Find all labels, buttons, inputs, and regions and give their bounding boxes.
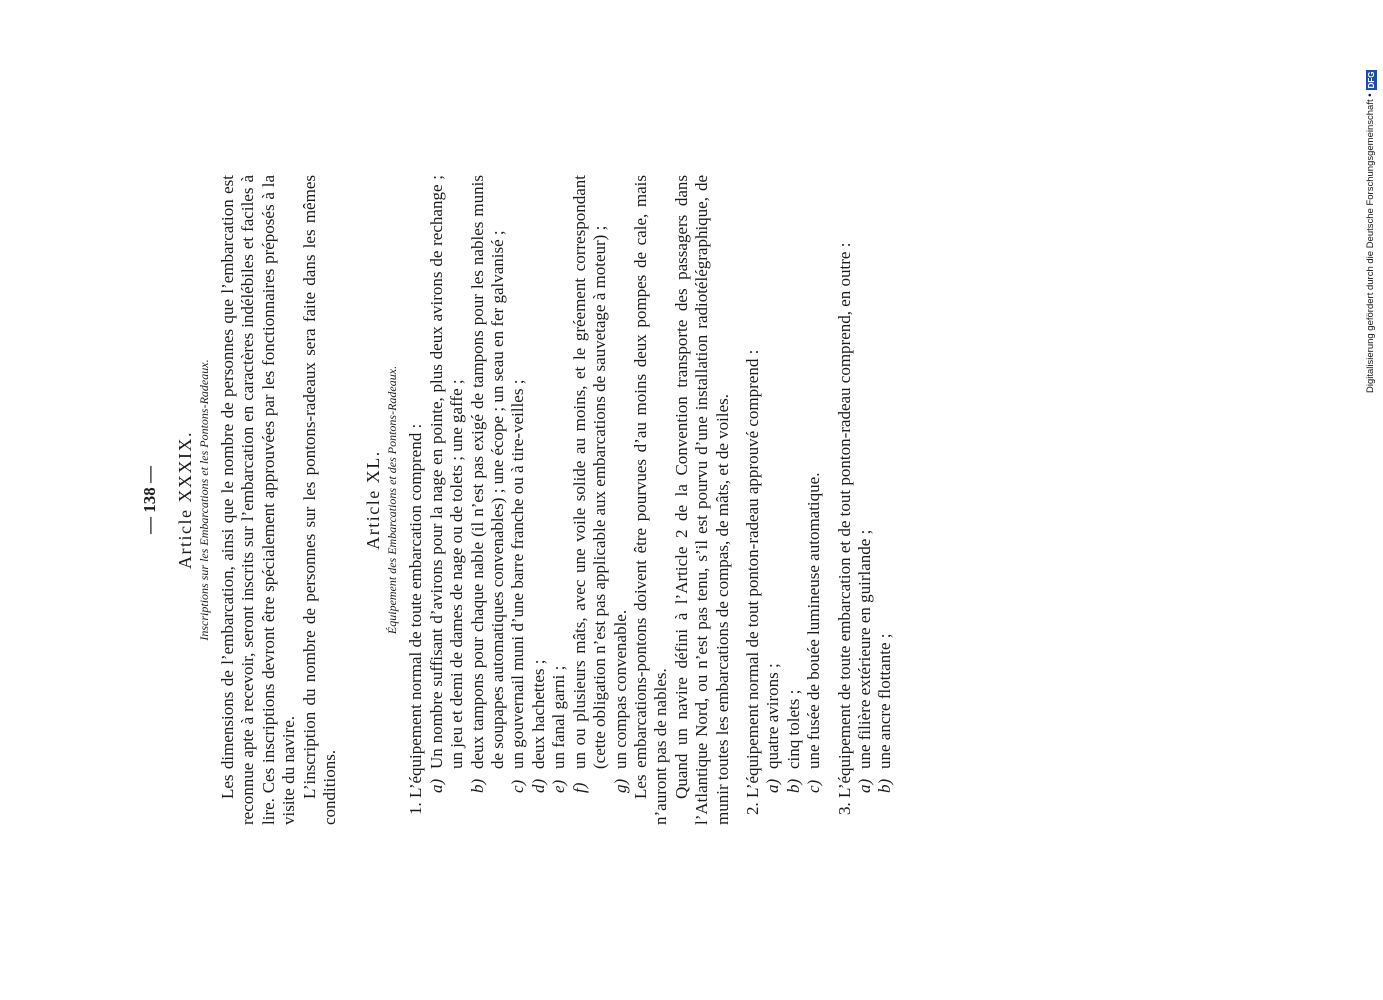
digitization-credit (1364, 8, 1378, 393)
article-39-subtitle: Inscriptions sur les Embarcations et les Pontons-Radeaux. (197, 359, 211, 641)
list-item: a) Un nombre suffisant d’avirons pour la nage en pointe, plus deux avirons de rechange ; un jeu et demi de dames de nage ou de tolets ; une gaffe ; (426, 175, 467, 793)
rotated-text-block (140, 175, 1040, 825)
list-item: b) deux tampons pour chaque nable (il n’est pas exigé de tampons pour les nables munis de soupapes automatiques convenables) ; une écope ; un seau en fer galvanisé ; (467, 175, 508, 793)
article-39-paragraph-2: L’inscription du nombre de personnes sur les pontons-radeaux sera faite dans les mêmes conditions. (299, 175, 340, 825)
list-item: e) un fanal garni ; (549, 665, 569, 793)
dfg-logo: DFG (1366, 71, 1376, 89)
article-40-title: Article XL. (363, 450, 384, 550)
list-item: g) un compas convenable. (610, 609, 630, 793)
article-40-subtitle: Équipement des Embarcations et des Pontons-Radeaux. (385, 365, 400, 635)
pontons-paragraph: Les embarcations-pontons doivent être pourvues d’au moins deux pompes de cale, mais n’auront pas de nables. (630, 175, 671, 825)
credit-text: Digitalisierung gefördert durch die Deutsche Forschungsgemeinschaft • (1365, 93, 1376, 393)
article-39-paragraph-1: Les dimensions de l’embarcation, ainsi que le nombre de personnes que l’embarcation est reconnue apte à recevoir, seront inscrits sur l’embarcation en caractères indélébiles et faciles à lire. Ces inscriptions devront être spécialement approuvées par les fonctionnaires préposés à la visite du navire. (218, 175, 299, 825)
list-item: f) un ou plusieurs mâts, avec une voile solide au moins, et le gréement correspondant (cette obligation n’est pas applicable aux embarcations de sauvetage à moteur) ; (569, 175, 610, 793)
article-39-title: Article XXXIX. (175, 431, 195, 569)
section-1-intro: 1. L’équipement normal de toute embarcation comprend : (406, 423, 426, 815)
list-item: c) un gouvernail muni d’une barre franche ou à tire-veilles ; (508, 379, 528, 793)
list-item: d) deux hachettes ; (528, 659, 548, 793)
list-item: c) une fusée de bouée lumineuse automatique. (804, 472, 824, 793)
list-item: b) cinq tolets ; (783, 689, 803, 793)
section-3-intro: 3. L’équipement de toute embarcation et de tout ponton-radeau comprend, en outre : (834, 242, 854, 815)
atlantic-paragraph: Quand un navire défini à l’Article 2 de la Convention transporte des passagers dans l’Atlantique Nord, ou n’est pas tenu, s’il est pourvu d’une installation radiotélégraphique, de munir toutes les embarcations de compas, de mâts, et de voiles. (671, 175, 732, 825)
list-item: a) une filière extérieure en guirlande ; (854, 529, 874, 793)
section-2-intro: 2. L’équipement normal de tout ponton-radeau approuvé comprend : (742, 349, 762, 815)
list-item: a) quatre avirons ; (763, 663, 783, 793)
list-item: b) une ancre flottante ; (875, 633, 895, 793)
page-number: — 138 — (140, 466, 159, 534)
